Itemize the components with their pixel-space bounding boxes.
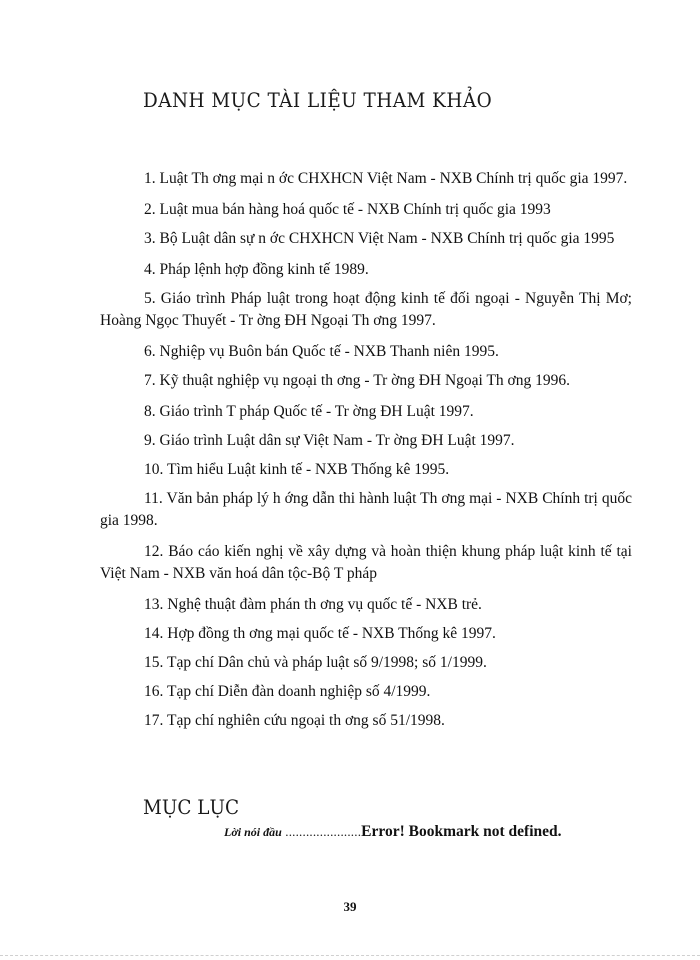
- reference-item-15: 15. Tạp chí Dân chủ và pháp luật số 9/1998; số 1/1999.: [144, 654, 487, 671]
- reference-item-2: 2. Luật mua bán hàng hoá quốc tế - NXB Chính trị quốc gia 1993: [144, 201, 551, 218]
- toc-heading: MỤC LỤC: [143, 795, 240, 819]
- toc-entry[interactable]: [224, 823, 562, 841]
- toc-entry-error: Error! Bookmark not defined.: [361, 823, 562, 840]
- reference-item-13: 13. Nghệ thuật đàm phán th ơng vụ quốc tế - NXB trẻ.: [144, 596, 482, 613]
- reference-item-1: 1. Luật Th ơng mại n ớc CHXHCN Việt Nam - NXB Chính trị quốc gia 1997.: [144, 170, 628, 187]
- reference-list: [100, 168, 632, 739]
- reference-item-3: 3. Bộ Luật dân sự n ớc CHXHCN Việt Nam - NXB Chính trị quốc gia 1995: [144, 230, 615, 247]
- reference-item-14: 14. Hợp đồng th ơng mại quốc tế - NXB Thống kê 1997.: [144, 625, 496, 642]
- reference-item-4: 4. Pháp lệnh hợp đồng kinh tế 1989.: [144, 261, 369, 278]
- reference-item-12: 12. Báo cáo kiến nghị về xây dựng và hoàn thiện khung pháp luật kinh tế tại Việt Nam - NXB văn hoá dân tộc-Bộ T pháp: [100, 543, 632, 582]
- reference-item-9: 9. Giáo trình Luật dân sự Việt Nam - Tr ờng ĐH Luật 1997.: [144, 432, 515, 449]
- reference-item-7: 7. Kỹ thuật nghiệp vụ ngoại th ơng - Tr ờng ĐH Ngoại Th ơng 1996.: [144, 372, 571, 389]
- toc-entry-dots: ......................: [281, 824, 362, 839]
- page-bottom-divider: [0, 955, 700, 956]
- reference-item-11: 11. Văn bản pháp lý h ớng dẫn thi hành luật Th ơng mại - NXB Chính trị quốc gia 1998.: [100, 490, 632, 529]
- reference-item-10: 10. Tìm hiểu Luật kinh tế - NXB Thống kê 1995.: [144, 461, 450, 478]
- toc-entry-title: Lời nói đầu: [224, 825, 282, 839]
- reference-item-8: 8. Giáo trình T pháp Quốc tế - Tr ờng ĐH Luật 1997.: [144, 403, 474, 420]
- page-title: DANH MỤC TÀI LIỆU THAM KHẢO: [143, 88, 493, 112]
- reference-item-17: 17. Tạp chí nghiên cứu ngoại th ơng số 51/1998.: [144, 712, 445, 729]
- reference-item-6: 6. Nghiệp vụ Buôn bán Quốc tế - NXB Thanh niên 1995.: [144, 343, 499, 360]
- reference-item-5: 5. Giáo trình Pháp luật trong hoạt động kinh tế đối ngoại - Nguyễn Thị Mơ; Hoàng Ngọc Thuyết - Tr ờng ĐH Ngoại Th ơng 1997.: [100, 290, 632, 329]
- reference-item-16: 16. Tạp chí Diễn đàn doanh nghiệp số 4/1999.: [144, 683, 431, 700]
- page-number: 39: [343, 899, 357, 914]
